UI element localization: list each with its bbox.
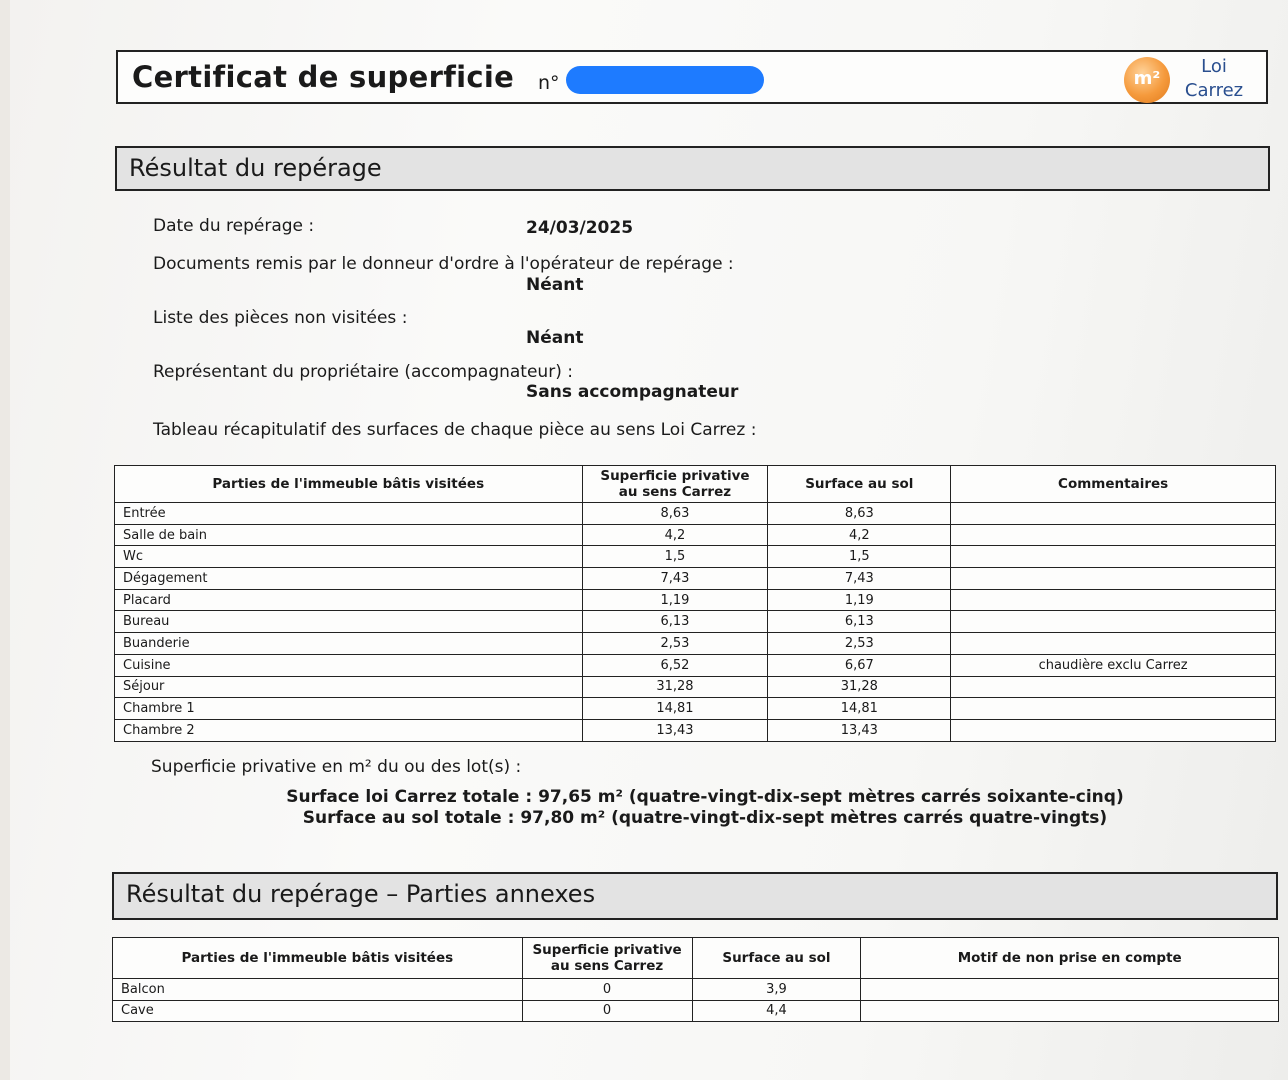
non-visited-value: Néant [526, 328, 584, 348]
surfaces-table [114, 465, 1276, 742]
logo-mark: m² [1133, 68, 1161, 89]
table-cell-sol: 13,43 [768, 719, 951, 741]
table-cell-sol: 2,53 [768, 633, 951, 655]
table-cell-comment [951, 611, 1276, 633]
section-title: Résultat du repérage [129, 154, 382, 182]
table-cell-carrez: 1,5 [582, 546, 768, 568]
table-row [115, 611, 1276, 633]
table-cell-name: Wc [115, 546, 583, 568]
table-cell-name: Entrée [115, 503, 583, 525]
table-cell-comment [951, 676, 1276, 698]
table-cell-name: Placard [115, 589, 583, 611]
table-cell-name: Dégagement [115, 568, 583, 590]
table-row [115, 589, 1276, 611]
logo-text-line1: Loi [1201, 56, 1227, 77]
table-cell-motif [861, 1000, 1279, 1022]
table-row [115, 719, 1276, 741]
table-cell-carrez: 13,43 [582, 719, 768, 741]
table-cell-sol: 6,67 [768, 654, 951, 676]
table-row [115, 676, 1276, 698]
table-cell-name: Salle de bain [115, 524, 583, 546]
table-row [113, 1000, 1279, 1022]
table-cell-carrez: 14,81 [582, 698, 768, 720]
date-value: 24/03/2025 [526, 218, 634, 238]
table-cell-name: Séjour [115, 676, 583, 698]
table-cell-carrez: 31,28 [582, 676, 768, 698]
table-cell-comment [951, 698, 1276, 720]
table-cell-carrez: 0 [522, 979, 692, 1001]
table-cell-sol: 1,5 [768, 546, 951, 568]
certificate-number-label: n° [538, 72, 560, 94]
column-header: Parties de l'immeuble bâtis visitées [113, 938, 523, 979]
table-cell-comment [951, 524, 1276, 546]
table-cell-comment [951, 633, 1276, 655]
representative-label: Représentant du propriétaire (accompagnateur) : [153, 362, 573, 382]
sol-total: Surface au sol totale : 97,80 m² (quatre-vingt-dix-sept mètres carrés quatre-vingts) [302, 808, 1108, 828]
table-cell-name: Cave [113, 1000, 523, 1022]
table-cell-sol: 4,4 [692, 1000, 861, 1022]
table-header-row [115, 466, 1276, 503]
table-cell-comment [951, 503, 1276, 525]
column-header: Parties de l'immeuble bâtis visitées [115, 466, 583, 503]
table-cell-carrez: 0 [522, 1000, 692, 1022]
table-cell-motif [861, 979, 1279, 1001]
table-cell-sol: 1,19 [768, 589, 951, 611]
table-row [115, 568, 1276, 590]
table-row [115, 698, 1276, 720]
documents-value: Néant [526, 275, 584, 295]
m2-logo-icon [1124, 57, 1170, 103]
table-cell-sol: 31,28 [768, 676, 951, 698]
table-cell-name: Cuisine [115, 654, 583, 676]
documents-label: Documents remis par le donneur d'ordre à l'opérateur de repérage : [153, 254, 734, 274]
table-cell-sol: 6,13 [768, 611, 951, 633]
logo-text [1178, 55, 1250, 103]
table-cell-carrez: 6,13 [582, 611, 768, 633]
non-visited-label: Liste des pièces non visitées : [153, 308, 408, 328]
table-cell-carrez: 8,63 [582, 503, 768, 525]
table-cell-carrez: 2,53 [582, 633, 768, 655]
table-row [113, 979, 1279, 1001]
annex-table [112, 937, 1279, 1022]
section-header-results [115, 146, 1270, 191]
table-cell-name: Chambre 1 [115, 698, 583, 720]
table-row [115, 546, 1276, 568]
table-cell-name: Buanderie [115, 633, 583, 655]
table-cell-sol: 4,2 [768, 524, 951, 546]
table-cell-carrez: 1,19 [582, 589, 768, 611]
totals-label: Superficie privative en m² du ou des lot(s) : [151, 757, 522, 777]
table-cell-sol: 8,63 [768, 503, 951, 525]
table-cell-sol: 3,9 [692, 979, 861, 1001]
column-header: Commentaires [951, 466, 1276, 503]
table-cell-comment [951, 719, 1276, 741]
table-cell-comment: chaudière exclu Carrez [951, 654, 1276, 676]
logo-text-line2: Carrez [1184, 80, 1244, 101]
totals-block [160, 787, 1250, 829]
table-header-row [113, 938, 1279, 979]
column-header: Surface au sol [692, 938, 861, 979]
table-cell-name: Bureau [115, 611, 583, 633]
table-row [115, 524, 1276, 546]
table-cell-carrez: 6,52 [582, 654, 768, 676]
representative-value: Sans accompagnateur [526, 382, 739, 402]
table-cell-carrez: 7,43 [582, 568, 768, 590]
carrez-total: Surface loi Carrez totale : 97,65 m² (quatre-vingt-dix-sept mètres carrés soixante-cinq) [286, 787, 1124, 807]
table-cell-comment [951, 589, 1276, 611]
table-cell-sol: 7,43 [768, 568, 951, 590]
table-intro: Tableau récapitulatif des surfaces de chaque pièce au sens Loi Carrez : [153, 420, 757, 440]
title-box [116, 50, 1268, 104]
section-title: Résultat du repérage – Parties annexes [126, 880, 596, 908]
table-row [115, 633, 1276, 655]
table-row [115, 503, 1276, 525]
table-cell-comment [951, 568, 1276, 590]
section-header-annexes [112, 872, 1278, 920]
table-cell-comment [951, 546, 1276, 568]
table-cell-carrez: 4,2 [582, 524, 768, 546]
table-cell-name: Balcon [113, 979, 523, 1001]
page-title: Certificat de superficie [132, 60, 515, 94]
table-row [115, 654, 1276, 676]
table-cell-name: Chambre 2 [115, 719, 583, 741]
document-page [10, 0, 1288, 1080]
column-header: Superficie privative au sens Carrez [522, 938, 692, 979]
redaction-mark [566, 66, 764, 94]
date-label: Date du repérage : [153, 216, 315, 236]
table-cell-sol: 14,81 [768, 698, 951, 720]
column-header: Motif de non prise en compte [861, 938, 1279, 979]
column-header: Surface au sol [768, 466, 951, 503]
column-header: Superficie privative au sens Carrez [582, 466, 768, 503]
